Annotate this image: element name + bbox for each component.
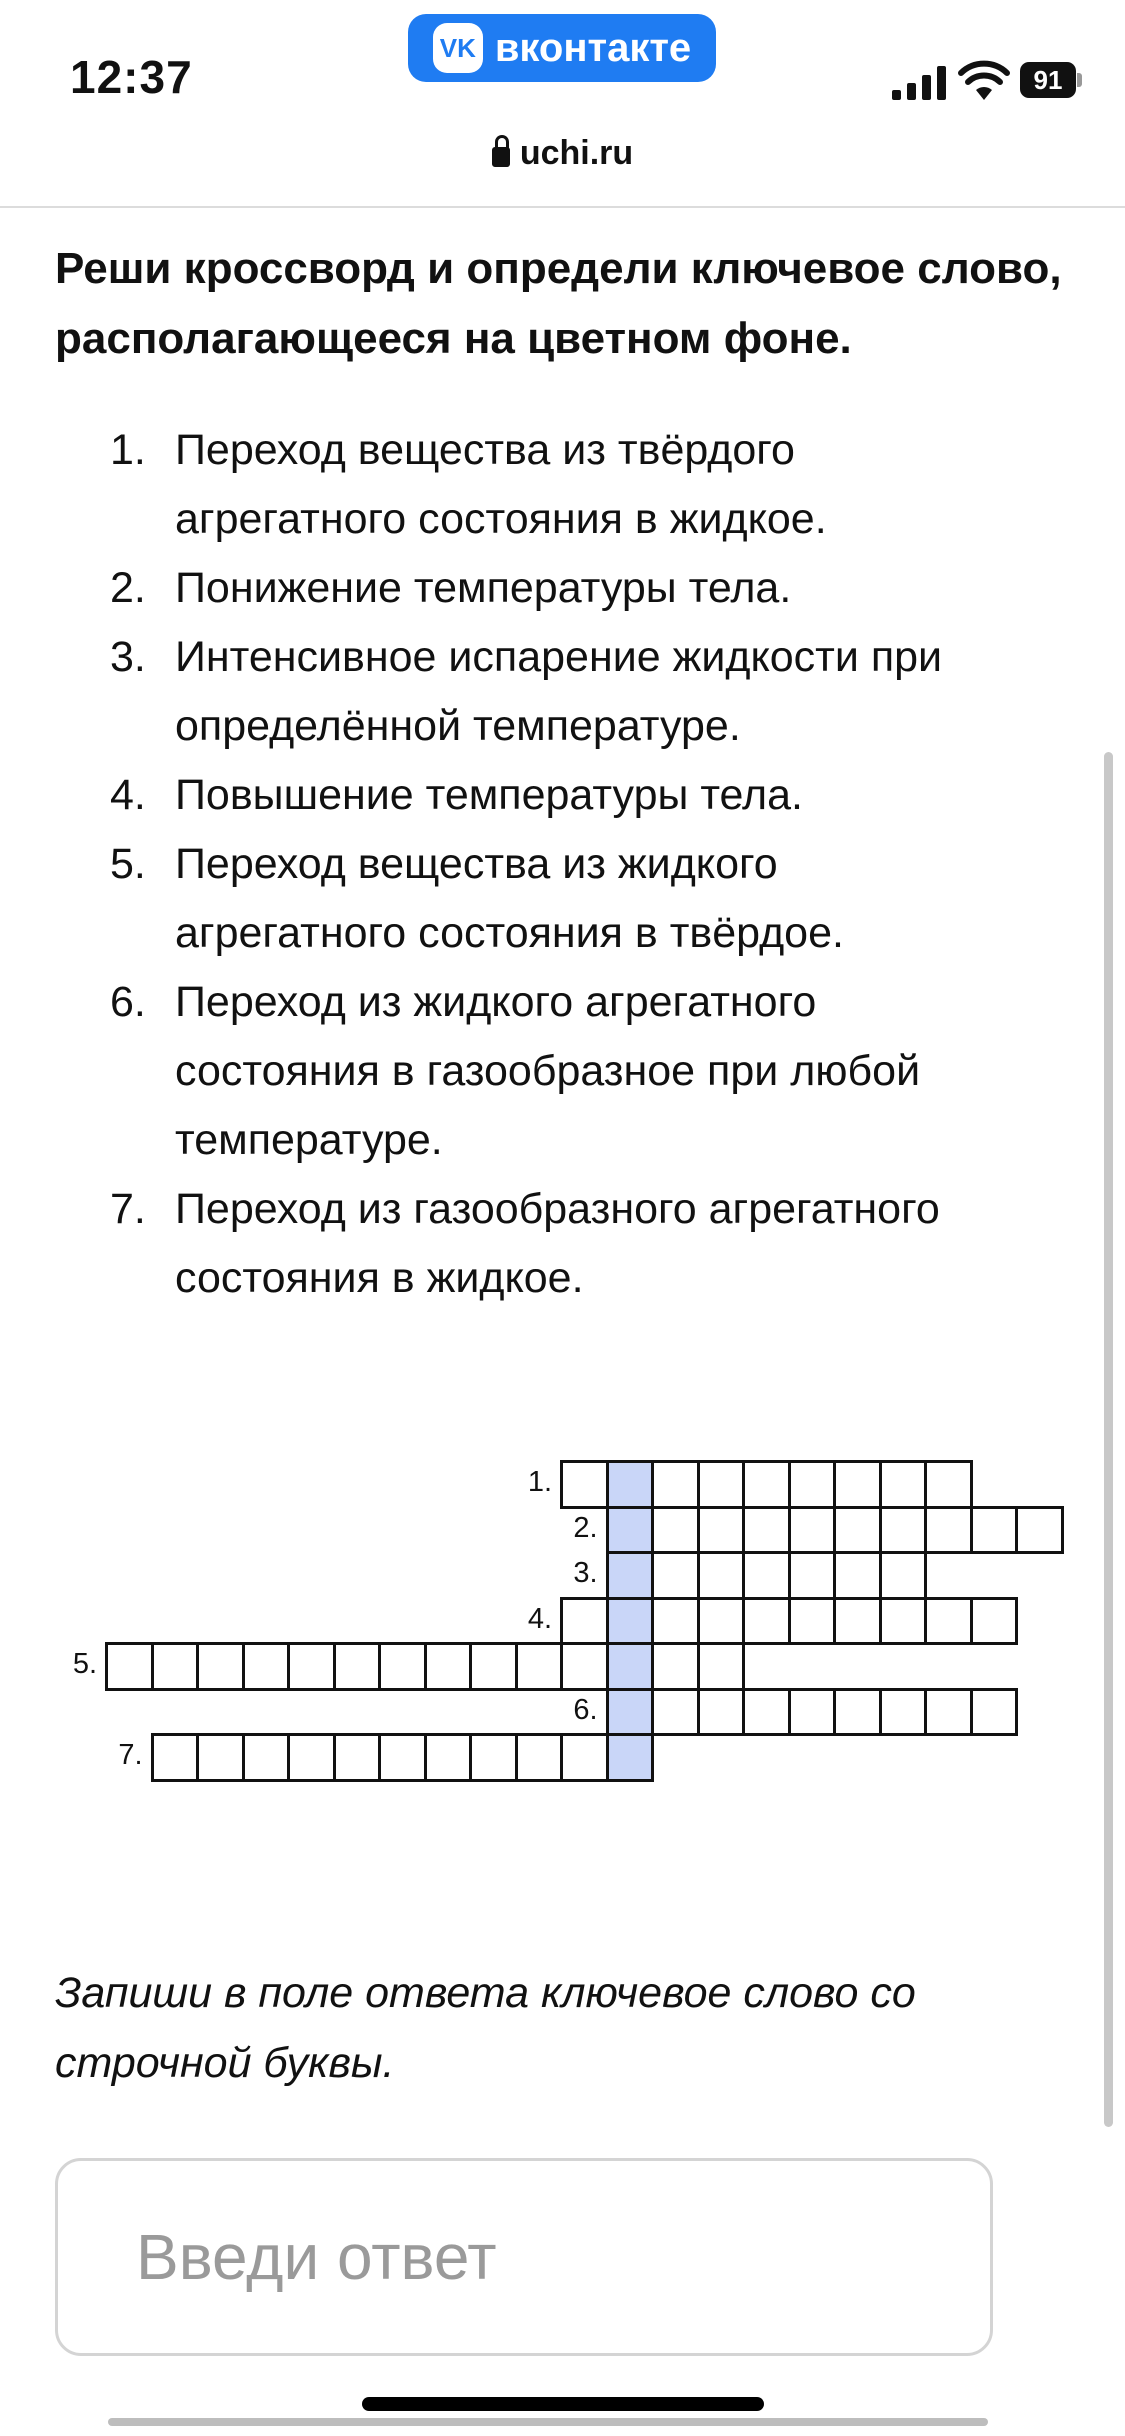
clue-number: 3. — [110, 633, 146, 681]
clue-text: Интенсивное испарение жидкости при определённой температуре. — [175, 633, 943, 750]
crossword-cell — [333, 1642, 382, 1691]
crossword-cell — [742, 1688, 791, 1737]
lock-icon — [492, 147, 510, 167]
crossword-cell — [879, 1551, 928, 1600]
clue-item — [110, 968, 1010, 1175]
clue-text: Переход из газообразного агрегатного состояния в жидкое. — [175, 1185, 940, 1302]
clue-text: Переход вещества из твёрдого агрегатного состояния в жидкое. — [175, 426, 827, 543]
crossword-cell — [970, 1506, 1019, 1555]
crossword-cell — [378, 1642, 427, 1691]
crossword-cell — [833, 1551, 882, 1600]
crossword-cell — [651, 1597, 700, 1646]
crossword-row-number: 5. — [72, 1648, 97, 1680]
battery-level: 91 — [1020, 62, 1076, 98]
crossword-row-number: 2. — [573, 1511, 598, 1544]
crossword-cell — [833, 1506, 882, 1555]
crossword-cell — [788, 1460, 837, 1509]
clue-text: Понижение температуры тела. — [175, 564, 792, 612]
crossword-cell — [651, 1460, 700, 1509]
crossword-cell — [287, 1642, 336, 1691]
clue-item — [110, 554, 1010, 623]
crossword-cell — [651, 1688, 700, 1737]
crossword-cell — [970, 1597, 1019, 1646]
crossword-key-cell — [606, 1506, 655, 1555]
clue-text: Переход из жидкого агрегатного состояния в газообразное при любой температуре. — [175, 978, 921, 1164]
answer-instruction: Запиши в поле ответа ключевое слово со строчной буквы. — [55, 1969, 916, 2087]
crossword-row-number: 1. — [527, 1466, 552, 1498]
crossword-cell — [378, 1733, 427, 1782]
home-indicator[interactable] — [362, 2397, 764, 2411]
crossword-cell — [924, 1506, 973, 1555]
crossword-cell — [742, 1460, 791, 1509]
battery-icon — [1020, 62, 1082, 98]
crossword-cell — [105, 1642, 154, 1691]
crossword-cell — [196, 1733, 245, 1782]
header-divider — [0, 206, 1125, 208]
task-title: Реши кроссворд и определи ключевое слово, располагающееся на цветном фоне. — [55, 244, 1062, 363]
clue-number: 2. — [110, 564, 146, 612]
crossword-cell — [924, 1460, 973, 1509]
crossword-cell — [151, 1642, 200, 1691]
crossword-row-number: 3. — [573, 1557, 598, 1589]
crossword-cell — [924, 1597, 973, 1646]
clue-item — [110, 416, 1010, 554]
crossword-row-number: 7. — [118, 1739, 143, 1771]
clue-item — [110, 623, 1010, 761]
crossword-cell — [697, 1642, 746, 1691]
crossword-cell — [651, 1551, 700, 1600]
crossword-cell — [788, 1597, 837, 1646]
crossword-cell — [742, 1551, 791, 1600]
url-text: uchi.ru — [519, 134, 634, 172]
clue-item — [110, 761, 1010, 830]
crossword-cell — [879, 1460, 928, 1509]
crossword-cell — [788, 1551, 837, 1600]
crossword-key-cell — [606, 1733, 655, 1782]
crossword-cell — [742, 1597, 791, 1646]
status-bar — [0, 0, 1125, 172]
crossword-cell — [742, 1506, 791, 1555]
clue-number: 4. — [110, 771, 146, 819]
crossword-key-cell — [606, 1642, 655, 1691]
crossword-cell — [560, 1733, 609, 1782]
crossword-cell — [833, 1688, 882, 1737]
crossword-cell — [424, 1642, 473, 1691]
crossword-cell — [879, 1506, 928, 1555]
clue-number: 1. — [110, 426, 146, 474]
crossword-cell — [833, 1460, 882, 1509]
clue-number: 5. — [110, 840, 146, 888]
crossword-key-cell — [606, 1597, 655, 1646]
crossword-cell — [560, 1597, 609, 1646]
crossword-key-cell — [606, 1460, 655, 1509]
crossword-cell — [469, 1733, 518, 1782]
crossword-cell — [515, 1642, 564, 1691]
clock: 12:37 — [70, 51, 193, 103]
crossword-cell — [651, 1642, 700, 1691]
crossword-cell — [833, 1597, 882, 1646]
crossword-row-number: 4. — [527, 1602, 552, 1635]
crossword-cell — [788, 1506, 837, 1555]
crossword-cell — [560, 1642, 609, 1691]
vk-back-badge[interactable] — [408, 14, 716, 82]
clue-list — [110, 416, 1010, 1313]
crossword-cell — [697, 1460, 746, 1509]
crossword-cell — [924, 1688, 973, 1737]
url-bar[interactable] — [0, 134, 1125, 173]
crossword-cell — [151, 1733, 200, 1782]
crossword-cell — [879, 1597, 928, 1646]
crossword-cell — [242, 1642, 291, 1691]
crossword-cell — [469, 1642, 518, 1691]
crossword-key-cell — [606, 1688, 655, 1737]
horizontal-scrollbar[interactable] — [108, 2418, 988, 2426]
vk-logo-icon: VK — [433, 23, 483, 73]
crossword-cell — [560, 1460, 609, 1509]
crossword-cell — [1015, 1506, 1064, 1555]
crossword-cell — [651, 1506, 700, 1555]
clue-item — [110, 830, 1010, 968]
crossword-row-number: 6. — [573, 1693, 598, 1726]
crossword-cell — [515, 1733, 564, 1782]
crossword-cell — [424, 1733, 473, 1782]
crossword-grid — [0, 1460, 1125, 1800]
clue-number: 7. — [110, 1185, 146, 1233]
clue-text: Повышение температуры тела. — [175, 771, 803, 819]
crossword-cell — [242, 1733, 291, 1782]
vk-badge-label: вконтакте — [494, 25, 692, 70]
answer-input[interactable] — [55, 2158, 993, 2356]
crossword-key-cell — [606, 1551, 655, 1600]
crossword-cell — [970, 1688, 1019, 1737]
crossword-cell — [196, 1642, 245, 1691]
crossword-cell — [788, 1688, 837, 1737]
crossword-cell — [697, 1597, 746, 1646]
clue-item — [110, 1175, 1010, 1313]
signal-icon — [892, 66, 948, 100]
crossword-cell — [697, 1551, 746, 1600]
crossword-cell — [697, 1688, 746, 1737]
crossword-cell — [287, 1733, 336, 1782]
crossword-cell — [697, 1506, 746, 1555]
scrollbar[interactable] — [1104, 752, 1113, 2127]
crossword-cell — [333, 1733, 382, 1782]
crossword-cell — [879, 1688, 928, 1737]
clue-text: Переход вещества из жидкого агрегатного состояния в твёрдое. — [175, 840, 844, 957]
clue-number: 6. — [110, 978, 146, 1026]
wifi-icon — [958, 60, 1010, 100]
